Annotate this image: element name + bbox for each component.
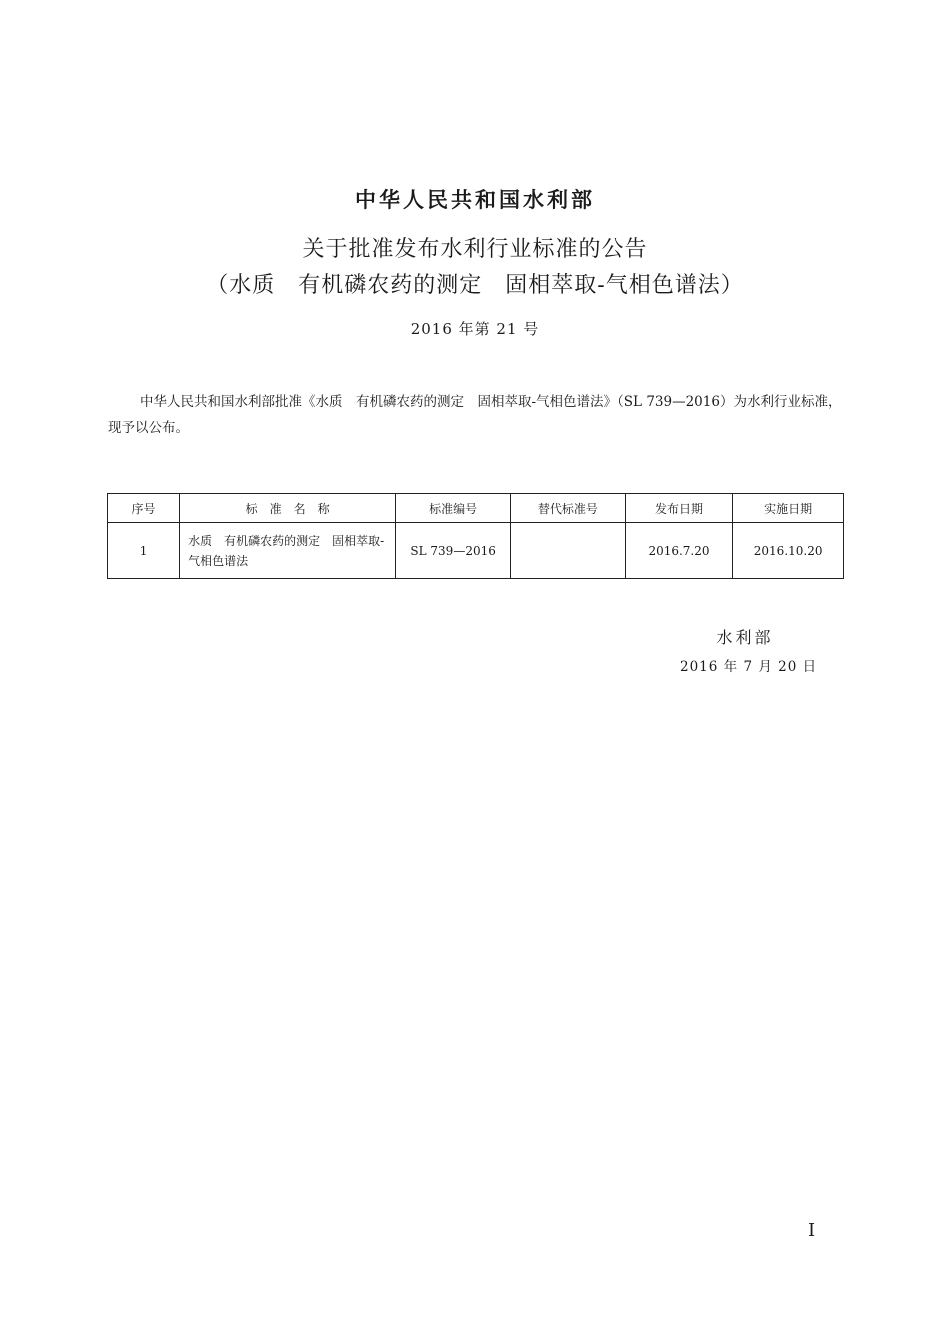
standards-table — [107, 493, 844, 579]
cell-replaces — [510, 523, 625, 579]
header-standard-code: 标准编号 — [396, 494, 511, 523]
page-number: Ⅰ — [808, 1220, 816, 1241]
announcement-title: 关于批准发布水利行业标准的公告 — [302, 237, 648, 262]
header-effective-date: 实施日期 — [733, 494, 844, 523]
cell-issue-date: 2016.7.20 — [625, 523, 733, 579]
announcement-subtitle: （水质 有机磷农药的测定 固相萃取-气相色谱法） — [206, 273, 744, 298]
cell-standard-code: SL 739—2016 — [396, 523, 511, 579]
cell-index: 1 — [108, 523, 180, 579]
header-replaces: 替代标准号 — [510, 494, 625, 523]
signature-date: 2016 年 7 月 20 日 — [680, 659, 818, 675]
announcement-body — [108, 389, 848, 441]
table-row — [108, 523, 844, 579]
issue-number: 2016 年第 21 号 — [410, 320, 540, 338]
cell-effective-date: 2016.10.20 — [733, 523, 844, 579]
header-index: 序号 — [108, 494, 180, 523]
cell-standard-name: 水质 有机磷农药的测定 固相萃取-气相色谱法 — [180, 523, 396, 579]
table-header-row — [108, 494, 844, 523]
header-issue-date: 发布日期 — [625, 494, 733, 523]
body-paragraph: 中华人民共和国水利部批准《水质 有机磷农药的测定 固相萃取-气相色谱法》（SL 739—2016）为水利行业标准，现予以公布。 — [108, 394, 842, 436]
signature-organization: 水利部 — [716, 628, 774, 647]
header-standard-name: 标 准 名 称 — [180, 494, 396, 523]
issuer-heading: 中华人民共和国水利部 — [355, 188, 595, 212]
